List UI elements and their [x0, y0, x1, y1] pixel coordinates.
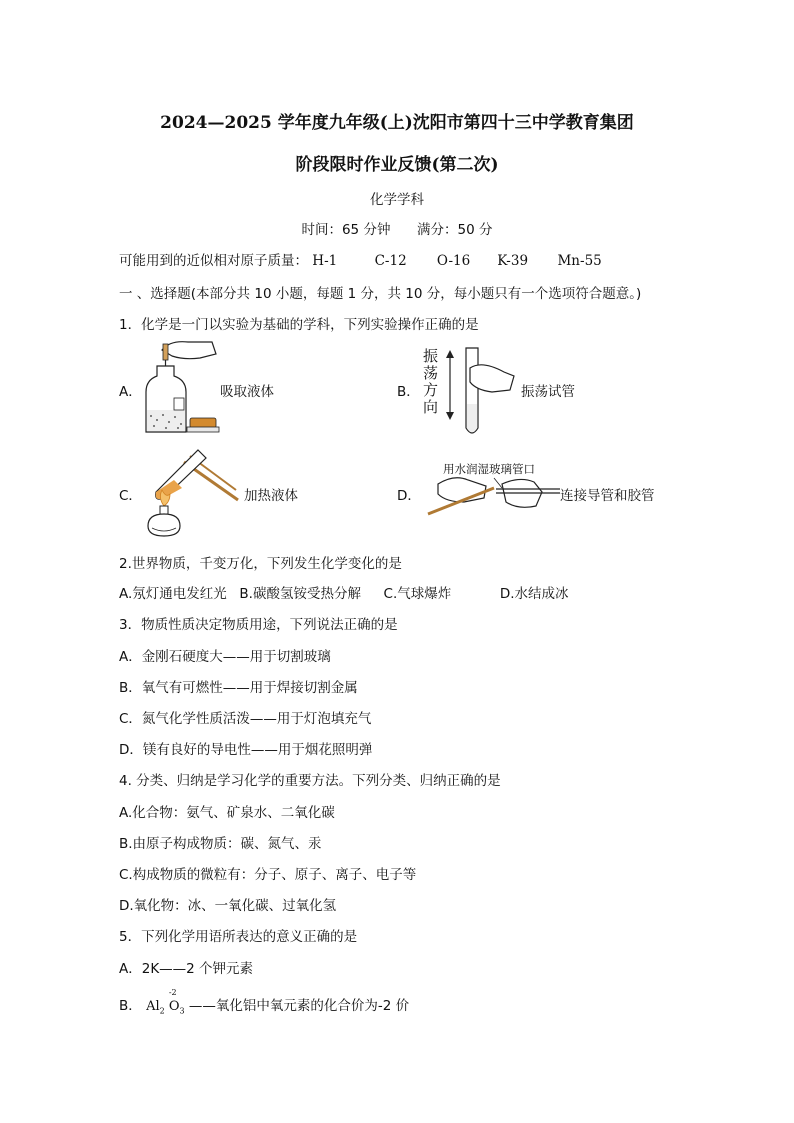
q5-stem: 5．下列化学用语所表达的意义正确的是	[119, 929, 358, 945]
al2o3-formula: $Al_2$ -2 $O_3$	[146, 988, 185, 1016]
q3-option-a: A．金刚石硬度大——用于切割玻璃	[119, 649, 331, 665]
q4-option-d: D.氧化物：冰、一氧化碳、过氧化氢	[119, 898, 337, 914]
score-label: 满分：50 分	[417, 222, 493, 238]
mass-o: O-16	[436, 253, 471, 269]
q4-option-a: A.化合物：氨气、矿泉水、二氧化碳	[119, 805, 335, 821]
q3-option-c: C．氮气化学性质活泼——用于灯泡填充气	[119, 711, 372, 727]
q4-option-c: C.构成物质的微粒有：分子、原子、离子、电子等	[119, 867, 417, 883]
mass-h: H-1	[312, 253, 338, 269]
mass-mn: Mn-55	[557, 253, 602, 269]
q1-a-text: 吸取液体	[220, 384, 274, 400]
q5-option-a: A．2K——2 个钾元素	[119, 961, 254, 977]
atomic-mass-label: 可能用到的近似相对原子质量：	[119, 253, 308, 269]
section-heading: 一 、选择题(本部分共 10 小题，每题 1 分，共 10 分，每小题只有一个选项符合题意。)	[119, 286, 642, 302]
d-caption: 用水润湿玻璃管口	[443, 462, 535, 476]
dropper-bottle-illustration	[140, 336, 220, 436]
q5-b-text: ——氧化铝中氧元素的化合价为-2 价	[188, 998, 410, 1014]
valence-mark: -2	[168, 988, 177, 997]
q2-option-d: D.水结成冰	[499, 586, 569, 602]
page-title-line2: 阶段限时作业反馈(第二次)	[295, 155, 499, 175]
atomic-mass-line	[119, 249, 602, 269]
q5-option-b	[119, 988, 410, 1016]
q1-b-letter: B．	[397, 384, 420, 400]
subject-label: 化学学科	[370, 192, 424, 208]
q3-option-b: B．氧气有可燃性——用于焊接切割金属	[119, 680, 358, 696]
time-label: 时间：65 分钟	[301, 222, 391, 238]
q2-option-a: A.氖灯通电发红光	[119, 586, 227, 602]
q2-option-b: B.碳酸氢铵受热分解	[239, 586, 361, 602]
q1-c-letter: C．	[119, 488, 142, 504]
q3-stem: 3．物质性质决定物质用途，下列说法正确的是	[119, 617, 398, 633]
q2-option-c: C.气球爆炸	[383, 586, 452, 602]
connect-tube-illustration	[424, 472, 560, 522]
shake-test-tube-illustration	[440, 346, 520, 442]
q1-b-text: 振荡试管	[521, 384, 575, 400]
q1-c-text: 加热液体	[244, 488, 298, 504]
shake-direction-label: 振 荡 方 向	[423, 347, 439, 416]
page-title-line1: 2024—2025 学年度九年级(上)沈阳市第四十三中学教育集团	[160, 113, 634, 133]
q2-options	[119, 582, 569, 602]
q1-stem: 1．化学是一门以实验为基础的学科，下列实验操作正确的是	[119, 317, 479, 333]
q4-stem: 4. 分类、归纳是学习化学的重要方法。下列分类、归纳正确的是	[119, 773, 501, 789]
q1-d-text: 连接导管和胶管	[560, 488, 655, 504]
mass-c: C-12	[374, 253, 407, 269]
q1-a-letter: A．	[119, 384, 142, 400]
mass-k: K-39	[497, 253, 529, 269]
q5-b-letter: B．	[119, 998, 142, 1014]
q2-stem: 2.世界物质，千变万化，下列发生化学变化的是	[119, 556, 402, 572]
time-score-line	[0, 218, 794, 238]
q4-option-b: B.由原子构成物质：碳、氮气、汞	[119, 836, 322, 852]
q3-option-d: D．镁有良好的导电性——用于烟花照明弹	[119, 742, 373, 758]
q1-d-letter: D．	[397, 488, 421, 504]
heating-liquid-illustration	[140, 444, 240, 540]
